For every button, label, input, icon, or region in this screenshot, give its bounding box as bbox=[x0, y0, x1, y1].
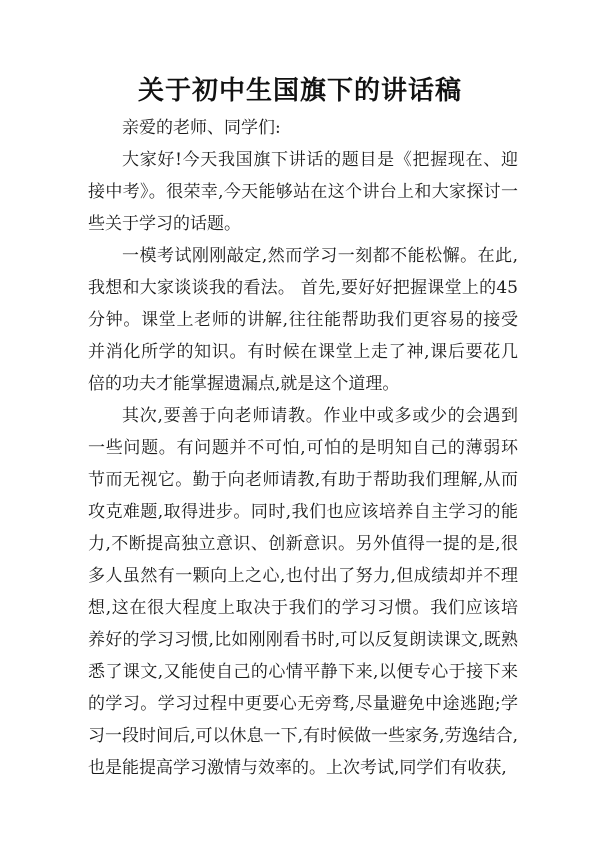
paragraph-greeting: 大家好!今天我国旗下讲话的题目是《把握现在、迎接中考》。很荣幸,今天能够站在这个讲台上和大家探讨一些关于学习的话题。 bbox=[88, 150, 518, 234]
paragraph-salutation: 亲爱的老师、同学们: bbox=[122, 118, 281, 138]
paragraph-second-point: 其次,要善于向老师请教。作业中或多或少的会遇到一些问题。有问题并不可怕,可怕的是明知自己的薄弱环节而无视它。勤于向老师请教,有助于帮助我们理解,从而攻克难题,取得进步。同时,我们也应该培养自主学习的能力,不断提高独立意识、创新意识。另外值得一提的是,很多人虽然有一颗向上之心,也付出了努力,但成绩却并不理想,这在很大程度上取决于我们的学习习惯。我们应该培养好的学习习惯,比如刚刚看书时,可以反复朗读课文,既熟悉了课文,又能使自己的心情平静下来,以便专心于接下来的学习。学习过程中更要心无旁骛,尽量避免中途逃跑;学习一段时间后,可以休息一下,有时候做一些家务,劳逸结合,也是能提高学习激情与效率的。上次考试,同学们有收获, bbox=[88, 406, 518, 778]
paragraph-first-point: 一模考试刚刚敲定,然而学习一刻都不能松懈。在此,我想和大家谈谈我的看法。 首先,要好好把握课堂上的45分钟。课堂上老师的讲解,往往能帮助我们更容易的接受并消化所学的知识。有时候在课堂上走了神,课后要花几倍的功夫才能掌握遗漏点,就是这个道理。 bbox=[88, 246, 518, 394]
document-title: 关于初中生国旗下的讲话稿 bbox=[137, 76, 462, 106]
document-body bbox=[88, 112, 518, 784]
